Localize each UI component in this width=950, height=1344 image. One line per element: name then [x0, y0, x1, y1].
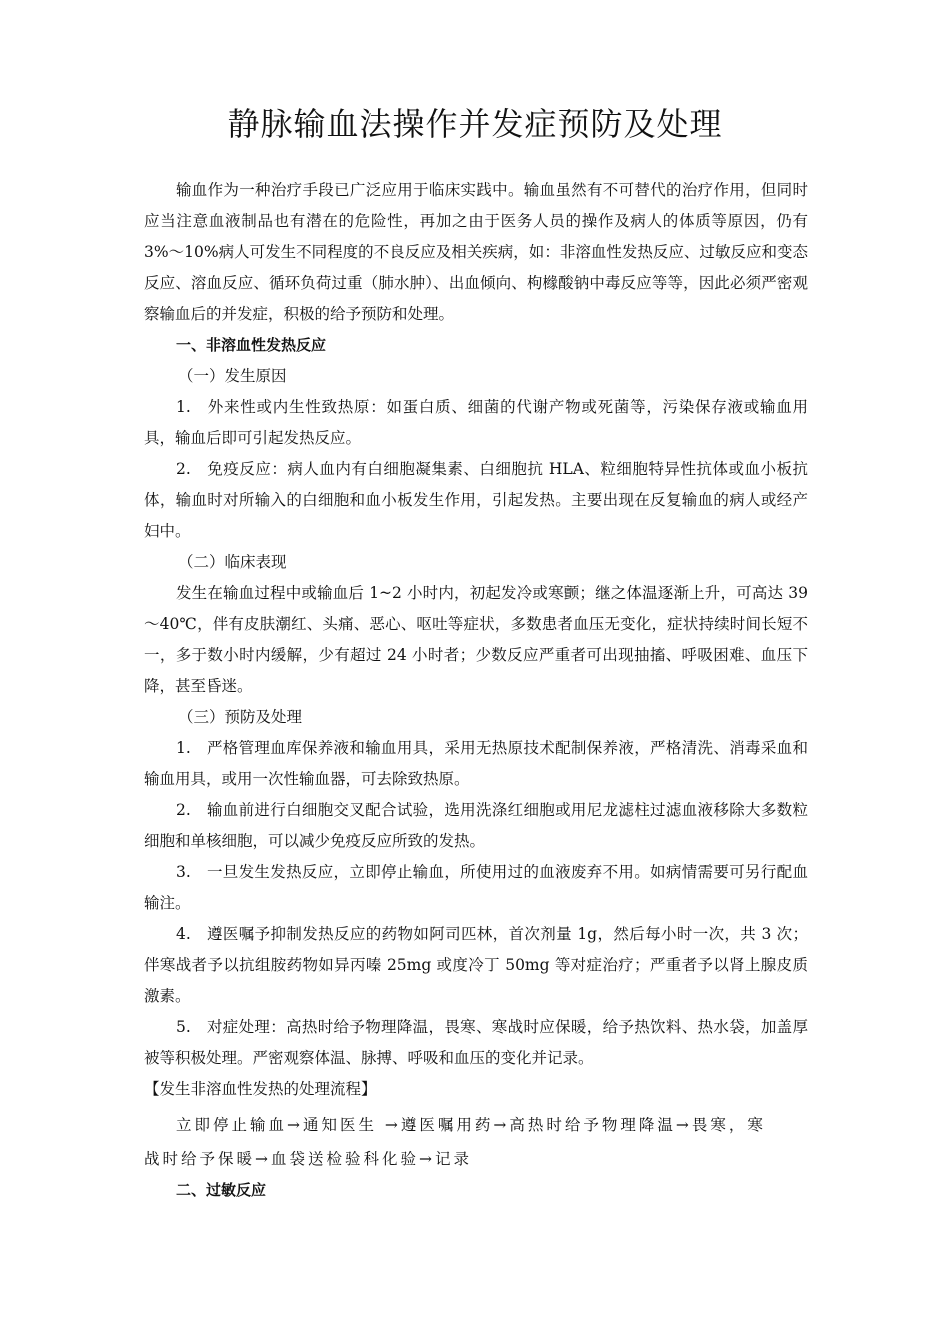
list-item: 1. 外来性或内生性致热原：如蛋白质、细菌的代谢产物或死菌等，污染保存液或输血用具，输血后即可引起发热反应。 [144, 398, 808, 447]
section-heading: 二、过敏反应 [176, 1181, 267, 1199]
list-item: 5. 对症处理：高热时给予物理降温，畏寒、寒战时应保暖，给予热饮料、热水袋，加盖厚被等积极处理。严密观察体温、脉搏、呼吸和血压的变化并记录。 [144, 1018, 808, 1067]
subsection-heading: （二）临床表现 [178, 553, 287, 571]
intro-paragraph: 输血作为一种治疗手段已广泛应用于临床实践中。输血虽然有不可替代的治疗作用，但同时应当注意血液制品也有潜在的危险性，再加之由于医务人员的操作及病人的体质等原因，仍有 3%～10%病人可发生不同程度的不良反应及相关疾病，如：非溶血性发热反应、过敏反应和变态反应、溶血反应、循环负荷过重（肺水肿）、出血倾向、枸橼酸钠中毒反应等等，因此必须严密观察输血后的并发症，积极的给予预防和处理。 [144, 181, 808, 323]
page-title: 静脉输血法操作并发症预防及处理 [227, 105, 723, 143]
list-item: 1. 严格管理血库保养液和输血用具，采用无热原技术配制保养液，严格清洗、消毒采血和输血用具，或用一次性输血器，可去除致热原。 [144, 739, 808, 788]
flow-line: 立即停止输血→通知医生 →遵医嘱用药→高热时给予物理降温→畏寒，寒 [176, 1116, 766, 1134]
subsection-heading: （一）发生原因 [178, 367, 287, 385]
list-item: 2. 免疫反应：病人血内有白细胞凝集素、白细胞抗 HLA、粒细胞特异性抗体或血小板抗体，输血时对所输入的白细胞和血小板发生作用，引起发热。主要出现在反复输血的病人或经产妇中。 [144, 460, 808, 540]
subsection-heading: （三）预防及处理 [178, 708, 303, 726]
list-item: 3. 一旦发生发热反应，立即停止输血，所使用过的血液废弃不用。如病情需要可另行配血输注。 [144, 863, 808, 912]
section-heading: 一、非溶血性发热反应 [176, 336, 327, 354]
flow-line: 战时给予保暖→血袋送检验科化验→记录 [144, 1150, 472, 1168]
list-item: 4. 遵医嘱予抑制发热反应的药物如阿司匹林，首次剂量 1g，然后每小时一次，共 3 次；伴寒战者予以抗组胺药物如异丙嗪 25mg 或度冷丁 50mg 等对症治疗；严重者予以肾上腺皮质激素。 [144, 925, 808, 1005]
list-item: 2. 输血前进行白细胞交叉配合试验，选用洗涤红细胞或用尼龙滤柱过滤血液移除大多数粒细胞和单核细胞，可以减少免疫反应所致的发热。 [144, 801, 808, 850]
document-body [144, 175, 808, 1207]
body-paragraph: 发生在输血过程中或输血后 1~2 小时内，初起发冷或寒颤；继之体温逐渐上升，可高达 39～40℃，伴有皮肤潮红、头痛、恶心、呕吐等症状，多数患者血压无变化，症状持续时间长短不一，多于数小时内缓解，少有超过 24 小时者；少数反应严重者可出现抽搐、呼吸困难、血压下降，甚至昏迷。 [144, 584, 808, 695]
flow-heading: 【发生非溶血性发热的处理流程】 [144, 1080, 377, 1098]
